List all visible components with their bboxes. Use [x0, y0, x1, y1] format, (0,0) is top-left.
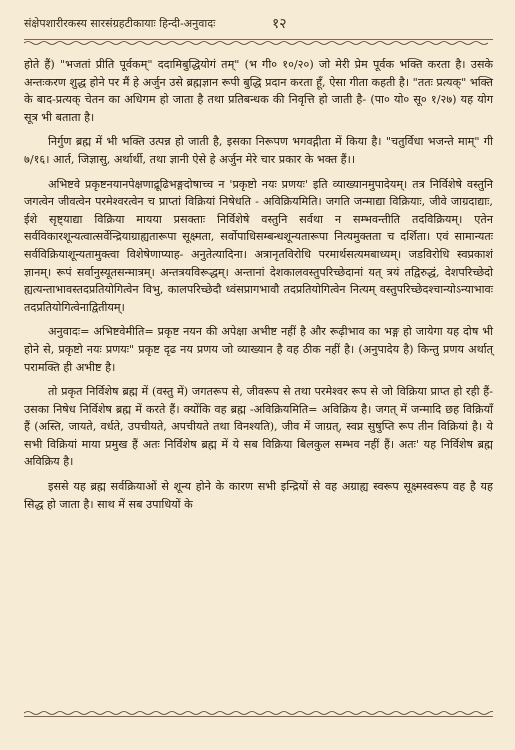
paragraph-2: निर्गुण ब्रह्म में भी भक्ति उत्पन्न हो जाती है, इसका निरूपण भगवद्गीता में किया है। "चतुर्विधा भजन्ते माम्" गी ७/१६। आर्त, जिज्ञासु, अर्थार्थी, तथा ज्ञानी ऐसे हे अर्जुन मेरे चार प्रकार के भक्त हैं।। — [24, 135, 493, 166]
body-text — [24, 56, 493, 520]
top-ornamental-rule — [24, 38, 493, 46]
paragraph-1: होते हैं) "भजतां प्रीति पूर्वकम्" ददामिबुद्धियोगं तम्" (भ गी० १०/२०) जो मेरी प्रेम पूर्वक भक्ति करता है। उसके अन्तःकरण शुद्ध होने पर मैं हे अर्जुन उसे ब्रह्मज्ञान रूपी बुद्धि प्रदान करता हूँ, ऐसा गीता कहती है। "ततः प्रत्यक्" भक्ति के बाद-प्रत्यक् चेतन का अधिगम हो जाता है तथा प्रतिबन्धक की निवृत्ति हो जाती है- (पा० यो० सू० १/२७) यह योग सूत्र भी बताता है। — [24, 58, 493, 124]
paragraph-5: तो प्रकृत निर्विशेष ब्रह्म में (वस्तु में) जगतरूप से, जीवरूप से तथा परमेश्वर रूप से जो विक्रिया प्राप्त हो रही हैं- उसका निषेध निर्विशेष ब्रह्म में करते हैं। क्योंकि वह ब्रह्म -अविक्रियमिति= अविक्रिय है। जगत् में जन्मादि छह विक्रियाँ हैं (अस्ति, जायते, वर्धते, उपचीयते, अपचीयते तथा विनश्यति), जीव में जाग्रत्, स्वप्न सुषुप्ति रूप तीन विक्रियां है। ये सभी विक्रियां माया प्रमुख हैं अतः निर्विशेष ब्रह्म में ये सब विक्रिया बिलकुल सम्भव नहीं हैं। अतः' यह निर्विशेष ब्रह्म अविक्रिय है। — [24, 385, 493, 469]
page-number: १२ — [272, 16, 287, 32]
running-title: संक्षेपशारीरकस्य सारसंग्रहटीकायाः हिन्दी-अनुवादः — [24, 17, 216, 30]
paragraph-3-sanskrit: अभिष्टवे प्रकृष्टनयानपेक्षणाद्रूढिभङ्गदोषाच्च न 'प्रकृष्टो नयः प्रणयः' इति व्याख्यानमुपादेयम्। तत्र निर्विशेषे वस्तुनि जगत्वेन जीवत्वेन परमेश्वरत्वेन च प्राप्तां विक्रियां निषेधति - अविक्रियमिति। जगति जन्माद्या विक्रियाः, जीवे जाग्रदाद्याः, ईशे सृष्ट्याद्या विक्रिया मायया प्रसक्ताः निर्विशेषे वस्तुनि सर्वथा न सम्भवन्तीति तदविक्रियम्। एतेन सर्वविकारशून्यत्वात्सर्वेन्द्रियाग्राह्यतारूपा सूक्ष्मता, सर्वोपाधिसम्बन्धशून्यतारूपा नित्यमुक्तता च दर्शिता। एवं सामान्यतः सर्वविक्रियाशून्यतामुक्त्वा विशेषेणाप्याह- अनुतेत्यादिना। अत्रानृतविरोधि परमार्थसत्यमबाध्यम्। जडविरोधि स्वप्रकाशं ज्ञानम्। रूपं सर्वानुस्यूतसन्मात्रम्। अन्तत्रयविरूद्धम्। अन्तानां देशकालवस्तुपरिच्छेदानां यत् त्रयं तद्विरुद्धं, देशपरिच्छेदो ह्यत्यन्ताभावस्तदप्रतियोगित्वेन विभु, कालपरिच्छेदौ ध्वंसप्रागभावौ तदप्रतियोगित्वेन नित्यम् वस्तुपरिच्छेदश्चान्योऽन्याभावः तदप्रतियोगित्वेनाद्वितीयम्। — [24, 177, 493, 314]
bottom-ornamental-rule — [24, 710, 493, 718]
paragraph-6: इससे यह ब्रह्म सर्वक्रियाओं से शून्य होने के कारण सभी इन्द्रियों से वह अग्राह्य स्वरूप सूक्ष्मस्वरूप वह है यह सिद्ध हो जाता है। साथ में सब उपाधियों के — [24, 480, 493, 511]
page-header — [24, 14, 493, 34]
paragraph-4-translation: अनुवादः= अभिष्टवेमीति= प्रकृष्ट नयन की अपेक्षा अभीष्ट नहीं है और रूढ़ीभाव का भङ्ग हो जायेगा यह दोष भी होने से, प्रकृष्टो नयः प्रणयः" प्रकृष्ट दृढ नय प्रणय जो व्याख्यान है वह ठीक नहीं है। (अनुपादेय है) किन्तु प्रणय अर्थात् परामक्ति ही अभीष्ट है। — [24, 325, 493, 374]
